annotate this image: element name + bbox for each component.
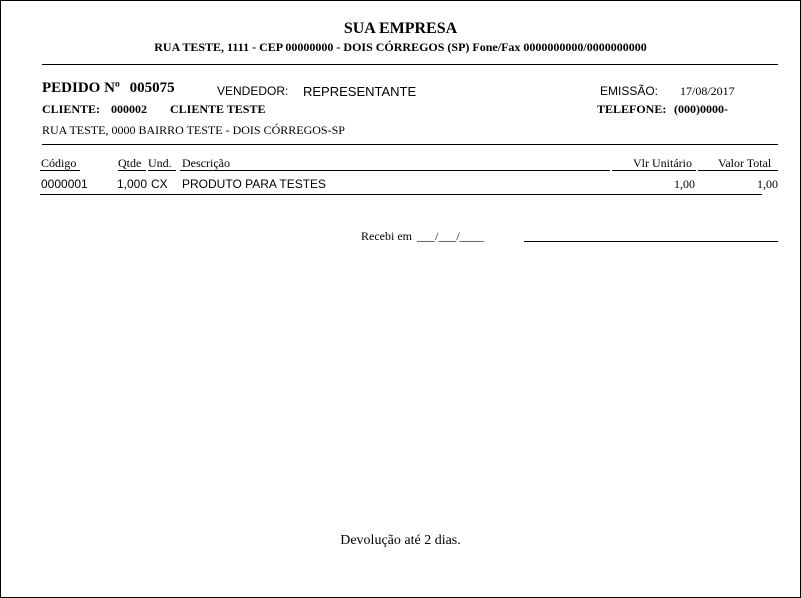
seller-label: VENDEDOR:: [217, 84, 289, 98]
client-name: CLIENTE TESTE: [170, 102, 266, 116]
row-total: 1,00: [757, 177, 778, 191]
receipt-label: Recebi em: [361, 229, 412, 243]
column-header-unit-price: Vlr Unitário: [633, 156, 692, 170]
info-divider: [42, 144, 778, 145]
receipt-date-blank: ___/___/____: [416, 229, 484, 243]
header-underline-qty: [118, 170, 146, 171]
company-address: RUA TESTE, 1111 - CEP 00000000 - DOIS CÓRREGOS (SP) Fone/Fax 0000000000/0000000000: [154, 40, 647, 54]
signature-line: [524, 241, 778, 242]
phone-number: (000)0000-: [674, 102, 728, 116]
return-policy-note: Devolução até 2 dias.: [340, 533, 461, 548]
column-header-code: Código: [41, 156, 77, 170]
column-header-unit: Und.: [148, 156, 172, 170]
issue-date: 17/08/2017: [680, 84, 735, 98]
header-underline-description: [180, 170, 610, 171]
column-header-description: Descrição: [182, 156, 230, 170]
header-underline-total: [698, 170, 778, 171]
row-unit-price: 1,00: [674, 177, 695, 191]
table-bottom-line: [40, 194, 762, 195]
row-description: PRODUTO PARA TESTES: [182, 177, 327, 191]
row-qty: 1,000: [117, 177, 148, 191]
order-number: 005075: [129, 80, 175, 96]
column-header-total: Valor Total: [718, 156, 772, 170]
client-label: CLIENTE:: [42, 102, 101, 116]
column-header-qty: Qtde: [118, 156, 142, 170]
phone-label: TELEFONE:: [597, 102, 667, 116]
row-code: 0000001: [41, 177, 88, 191]
issue-label: EMISSÃO:: [600, 84, 659, 98]
row-unit: CX: [151, 177, 168, 191]
client-address: RUA TESTE, 0000 BAIRRO TESTE - DOIS CÓRREGOS-SP: [42, 123, 345, 137]
order-number-label: PEDIDO Nº: [42, 80, 120, 96]
header-divider: [42, 64, 778, 65]
order-number-block: [42, 80, 175, 97]
receipt-block: [361, 229, 484, 244]
client-code: 000002: [111, 102, 147, 116]
header-underline-unit-price: [612, 170, 696, 171]
header-underline-code: [40, 170, 80, 171]
company-name: SUA EMPRESA: [343, 20, 458, 37]
seller-name: REPRESENTANTE: [303, 84, 417, 99]
header-underline-unit: [148, 170, 176, 171]
